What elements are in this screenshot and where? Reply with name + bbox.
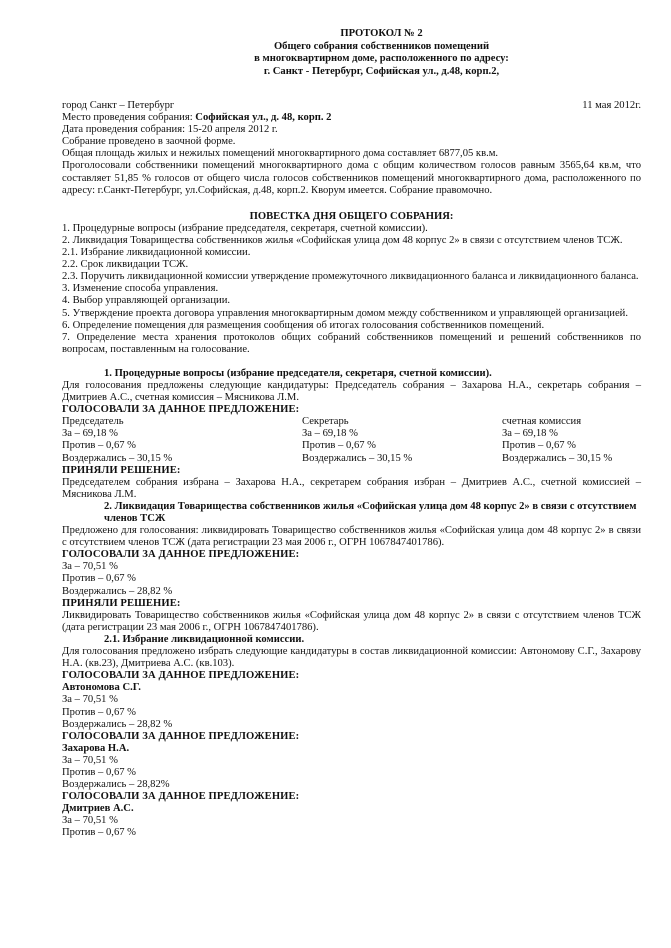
vote-against: Против – 0,67 % (62, 573, 137, 585)
vote-column-head: счетная комиссия (502, 416, 582, 428)
meeting-place-label: Место проведения собрания: (62, 112, 196, 124)
vote-abstain: Воздержались – 28,82 % (62, 718, 173, 730)
header-line-3: в многоквартирном доме, расположенного по адресу: (254, 53, 509, 64)
section-2-proposal: Предложено для голосования: ликвидировать Товарищество собственников жилья «Софийская улица дом 48 корпус 2» в связи с отсутствием членов ТСЖ (дата регистрации 23 мая 2006 г., ОГРН 1067847401786). (62, 525, 641, 549)
vote-for: За – 69,18 % (502, 428, 558, 440)
vote-for: За – 69,18 % (302, 428, 358, 440)
protocol-number: ПРОТОКОЛ № 2 (340, 28, 423, 39)
agenda-item: 5. Утверждение проекта договора управления многоквартирным домом между собственником и управляющей организацией. (62, 307, 628, 319)
section-2-1-proposal: Для голосования предложено избрать следующие кандидатуры в состав ликвидационной комиссии: Автономову С.Г., Захарову Н.А. (кв.23), Дмитриева А.С. (кв.103). (62, 646, 641, 670)
total-area: Общая площадь жилых и нежилых помещений многоквартирного дома составляет 6877,05 кв.м. (62, 148, 499, 160)
candidate-voted-heading: ГОЛОСОВАЛИ ЗА ДАННОЕ ПРЕДЛОЖЕНИЕ: (62, 670, 300, 682)
agenda-item: 3. Изменение способа управления. (62, 283, 219, 295)
vote-column-secretary (302, 416, 502, 464)
vote-abstain: Воздержались – 28,82% (62, 779, 170, 791)
place-date-row (62, 100, 641, 112)
agenda-item: 4. Выбор управляющей организации. (62, 295, 231, 307)
agenda-item: 2.2. Срок ликвидации ТСЖ. (62, 259, 189, 271)
meeting-form: Собрание проведено в заочной форме. (62, 136, 236, 148)
section-1-voted-heading: ГОЛОСОВАЛИ ЗА ДАННОЕ ПРЕДЛОЖЕНИЕ: (62, 404, 300, 416)
meeting-place-value: Софийская ул., д. 48, корп. 2 (195, 112, 332, 124)
vote-column-head: Председатель (62, 416, 124, 428)
vote-for: За – 70,51 % (62, 754, 118, 766)
vote-column-chair (62, 416, 302, 464)
vote-abstain: Воздержались – 28,82 % (62, 585, 173, 597)
agenda-item: 2.3. Поручить ликвидационной комиссии утверждение промежуточного ликвидационного баланса и ликвидационного баланса. (62, 271, 639, 283)
candidate-name: Захарова Н.А. (62, 742, 130, 754)
section-1-title: 1. Процедурные вопросы (избрание председателя, секретаря, счетной комиссии). (104, 367, 492, 379)
candidate-voted-heading: ГОЛОСОВАЛИ ЗА ДАННОЕ ПРЕДЛОЖЕНИЕ: (62, 791, 300, 803)
city: город Санкт – Петербург (62, 100, 175, 111)
agenda-item: 7. Определение места хранения протоколов общих собраний собственников помещений и решений собственников по вопросам, поставленным на голосование. (62, 331, 641, 355)
section-2-decided-heading: ПРИНЯЛИ РЕШЕНИЕ: (62, 597, 181, 609)
agenda-item: 1. Процедурные вопросы (избрание председателя, секретаря, счетной комиссии). (62, 222, 428, 234)
section-2-1-title: 2.1. Избрание ликвидационной комиссии. (104, 633, 305, 645)
section-1-vote-columns (62, 416, 641, 464)
vote-column-head: Секретарь (302, 416, 349, 428)
section-1-proposal: Для голосования предложены следующие кандидатуры: Председатель собрания – Захарова Н.А., секретарь собрания – Дмитриев А.С., счетная комиссия – Мясникова Л.М. (62, 379, 641, 404)
section-2-decision: Ликвидировать Товарищество собственников жилья «Софийская улица дом 48 корпус 2» в связи с отсутствием членов ТСЖ (дата регистрации 23 мая 2006 г., ОГРН 1067847401786). (62, 609, 641, 633)
vote-against: Против – 0,67 % (62, 440, 137, 452)
vote-for: За – 70,51 % (62, 815, 118, 827)
section-2-voted-heading: ГОЛОСОВАЛИ ЗА ДАННОЕ ПРЕДЛОЖЕНИЕ: (62, 549, 300, 561)
candidate-name: Дмитриев А.С. (62, 803, 134, 815)
header-address: г. Санкт - Петербург, Софийская ул., д.48, корп.2, (263, 65, 500, 77)
candidate-name: Автономова С.Г. (62, 682, 141, 694)
vote-against: Против – 0,67 % (502, 440, 577, 452)
vote-abstain: Воздержались – 30,15 % (302, 452, 413, 464)
vote-against: Против – 0,67 % (62, 766, 137, 778)
agenda-title: ПОВЕСТКА ДНЯ ОБЩЕГО СОБРАНИЯ: (249, 210, 454, 222)
vote-against: Против – 0,67 % (62, 706, 137, 718)
vote-against: Против – 0,67 % (302, 440, 377, 452)
meeting-place (62, 112, 641, 124)
vote-column-commission (502, 416, 641, 464)
section-1-decided-heading: ПРИНЯЛИ РЕШЕНИЕ: (62, 464, 181, 476)
agenda-item: 2.1. Избрание ликвидационной комиссии. (62, 247, 251, 259)
agenda-item: 2. Ликвидация Товарищества собственников жилья «Софийская улица дом 48 корпус 2» в связи с отсутствием членов ТСЖ. (62, 234, 623, 246)
header-line-2: Общего собрания собственников помещений (273, 40, 490, 52)
vote-against: Против – 0,67 % (62, 827, 137, 839)
vote-abstain: Воздержались – 30,15 % (502, 452, 613, 464)
meeting-dates: Дата проведения собрания: 15-20 апреля 2012 г. (62, 124, 278, 136)
vote-for: За – 70,51 % (62, 561, 118, 573)
agenda-item: 6. Определение помещения для размещения сообщения об итогах голосования собственников помещений. (62, 319, 545, 331)
document-date: 11 мая 2012г. (582, 100, 641, 111)
document-header (62, 28, 641, 78)
vote-for: За – 70,51 % (62, 694, 118, 706)
quorum-text: Проголосовали собственники помещений многоквартирного дома с общим количеством голосов равным 3565,64 кв.м, что составляет 51,85 % голосов от общего числа голосов собственников помещений многоквартирного дома, расположенного по адресу: г.Санкт-Петербург, ул.Софийская, д.48, корп.2. Кворум имеется. Собрание правомочно. (62, 160, 641, 196)
candidate-voted-heading: ГОЛОСОВАЛИ ЗА ДАННОЕ ПРЕДЛОЖЕНИЕ: (62, 730, 300, 742)
section-2-title: 2. Ликвидация Товарищества собственников жилья «Софийская улица дом 48 корпус 2» в связи с отсутствием членов ТСЖ (104, 500, 637, 524)
vote-abstain: Воздержались – 30,15 % (62, 452, 173, 464)
vote-for: За – 69,18 % (62, 428, 118, 440)
section-1-decision: Председателем собрания избрана – Захарова Н.А., секретарем собрания избран – Дмитриев А.С., счетной комиссией – Мясникова Л.М. (62, 476, 641, 500)
